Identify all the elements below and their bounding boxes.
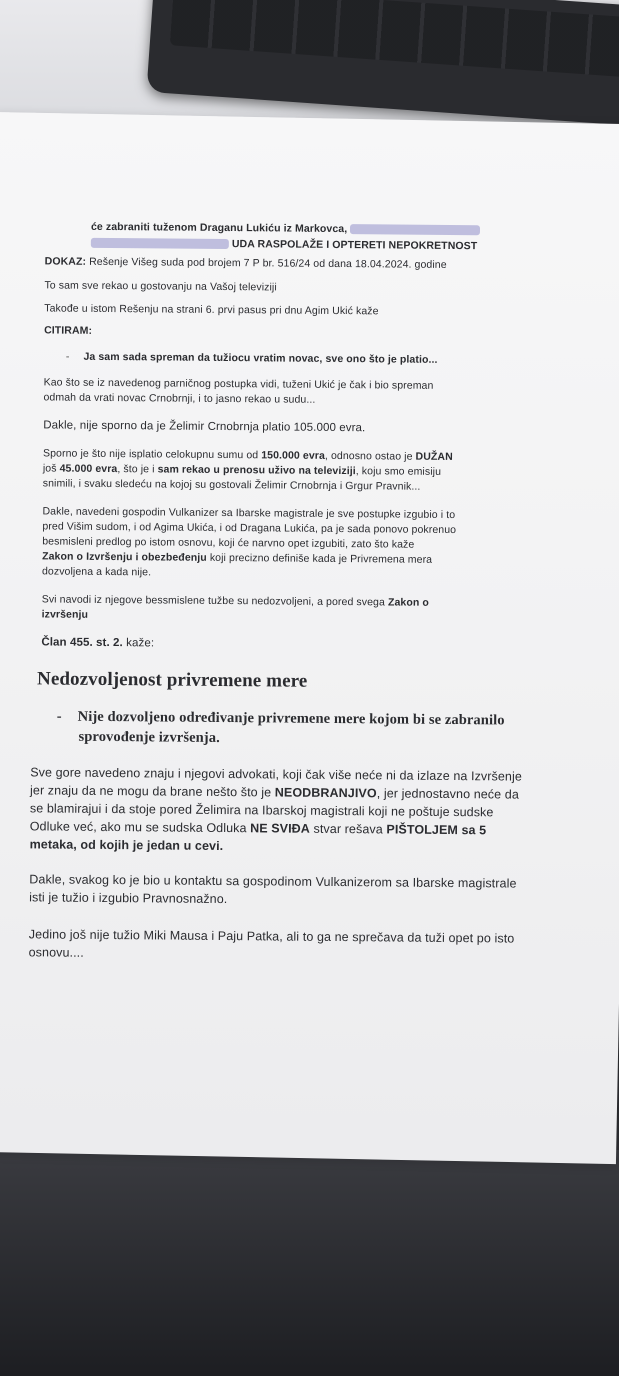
rule-text: Nije dozvoljeno određivanje privremene mere kojom bi se zabranilo bbox=[77, 708, 505, 729]
text-span: jer znaju da ne mogu da brane nešto što je bbox=[30, 783, 275, 800]
text-line: Sve gore navedeno znaju i njegovi advokati, koji čak više neće ni da izlaze na Izvršenje bbox=[30, 765, 523, 784]
text-line: besmisleni predlog po istom osnovu, koji će narvno opet izgubiti, zato što kaže bbox=[42, 535, 415, 551]
text-span: koji precizno definiše kada je Privremena mera bbox=[206, 551, 433, 566]
text-span: Svi navodi iz njegove bessmislene tužbe su nedozvoljeni, a pored svega bbox=[41, 593, 389, 609]
text-span-bold: NE SVIĐA bbox=[250, 821, 311, 836]
text-line bbox=[30, 783, 519, 801]
text-line bbox=[30, 819, 487, 837]
text-span-bold: Zakon o bbox=[387, 596, 429, 609]
text-span-bold: sam rekao u prenosu uživo na televiziji bbox=[157, 463, 356, 478]
rule-line bbox=[57, 709, 505, 730]
document-page bbox=[0, 112, 619, 1164]
text-line: snimili, i svaku sledeću na kojoj su gostovali Želimir Crnobrnja i Grgur Pravnik... bbox=[42, 477, 421, 493]
text-span-bold: Zakon o Izvršenju i obezbeđenju bbox=[42, 550, 207, 564]
article-rest: kaže: bbox=[122, 637, 155, 650]
text-line bbox=[42, 593, 429, 608]
quote-line bbox=[66, 351, 438, 366]
text-line: osnovu.... bbox=[28, 945, 84, 960]
text-line: Dakle, nije sporno da je Želimir Crnobrnja platio 105.000 evra. bbox=[43, 419, 366, 435]
text-line: Kao što se iz navedenog parničnog postupka vidi, tuženi Ukić je čak i bio spreman bbox=[43, 376, 434, 392]
dokaz-label: DOKAZ: bbox=[44, 255, 87, 268]
text-line: Dakle, navedeni gospodin Vulkanizer sa Ibarske magistrale je sve postupke izgubio i to bbox=[42, 505, 456, 522]
text-line: metaka, od kojih je jedan u cevi. bbox=[29, 837, 224, 854]
text-line: To sam sve rekao u gostovanju na Vašoj televiziji bbox=[44, 279, 277, 294]
citiram-label: CITIRAM: bbox=[44, 324, 93, 337]
text-span: još bbox=[42, 462, 60, 475]
redaction-mark bbox=[91, 238, 229, 249]
text-line: isti je tužio i izgubio Pravnosnažno. bbox=[29, 890, 228, 907]
article-line bbox=[41, 636, 154, 649]
text-line bbox=[43, 462, 441, 477]
text-span: stvar rešava bbox=[309, 821, 387, 837]
text-line: pred Višim sudom, i od Agima Ukića, i od Dragana Lukića, pa je sada ponovo pokrenuo bbox=[42, 520, 457, 537]
dokaz-text: Rešenje Višeg suda pod brojem 7 P br. 516/24 od dana 18.04.2024. godine bbox=[86, 255, 447, 271]
rule-bullet: - bbox=[56, 708, 62, 725]
header-line-2 bbox=[91, 237, 478, 252]
text-line bbox=[42, 550, 432, 565]
text-span: Sporno je što nije isplatio celokupnu sumu od bbox=[42, 447, 262, 462]
text-span: Odluke već, ako mu se sudska Odluka bbox=[29, 819, 251, 836]
desk-background-bottom bbox=[0, 1150, 619, 1376]
text-line: odmah da vrati novac Crnobrnji, i to jasno rekao u sudu... bbox=[43, 391, 316, 406]
text-span: , jer jednostavno neće da bbox=[376, 786, 519, 802]
rule-line-2: sprovođenje izvršenja. bbox=[78, 728, 220, 746]
text-span-bold: 45.000 evra bbox=[59, 462, 118, 476]
article-number: Član 455. st. 2. bbox=[41, 636, 123, 650]
text-span-bold: 150.000 evra bbox=[261, 449, 325, 462]
header-text-2: UDA RASPOLAŽE I OPTERETI NEPOKRETNOST bbox=[231, 238, 478, 253]
text-span: , koju smo emisiju bbox=[355, 465, 442, 478]
text-line bbox=[43, 447, 453, 463]
text-span-bold: DUŽAN bbox=[415, 450, 453, 463]
text-line: se blamirajui i da stoje pored Želimira na Ibarskoj magistrali koji ne poštuje sudske bbox=[29, 801, 494, 820]
text-span: , što je i bbox=[117, 463, 158, 476]
header-text: će zabraniti tuženom Draganu Lukiću iz Markovca, bbox=[90, 220, 348, 236]
dokaz-line bbox=[45, 255, 447, 271]
section-heading: Nedozvoljenost privremene mere bbox=[36, 668, 308, 692]
text-line: izvršenju bbox=[41, 608, 89, 621]
text-line: Jedino još nije tužio Miki Mausa i Paju Patka, ali to ga ne sprečava da tuži opet po isto bbox=[28, 927, 515, 946]
text-span-bold: sa 5 bbox=[457, 823, 487, 838]
text-line: Takođe u istom Rešenju na strani 6. prvi pasus pri dnu Agim Ukić kaže bbox=[44, 302, 379, 318]
text-span-bold: NEODBRANJIVO bbox=[274, 785, 377, 801]
text-line: Dakle, svakog ko je bio u kontaktu sa gospodinom Vulkanizerom sa Ibarske magistrale bbox=[29, 872, 517, 891]
quote-bullet: - bbox=[65, 350, 70, 363]
text-line: dozvoljena a kada nije. bbox=[41, 565, 152, 579]
redaction-mark bbox=[350, 224, 480, 235]
document-body bbox=[0, 112, 619, 1158]
text-span: , odnosno ostao je bbox=[324, 449, 416, 463]
header-line bbox=[91, 221, 480, 236]
text-span-bold: PIŠTOLJEM bbox=[386, 822, 458, 838]
quote-text: Ja sam sada spreman da tužiocu vratim novac, sve ono što je platio... bbox=[83, 350, 438, 366]
